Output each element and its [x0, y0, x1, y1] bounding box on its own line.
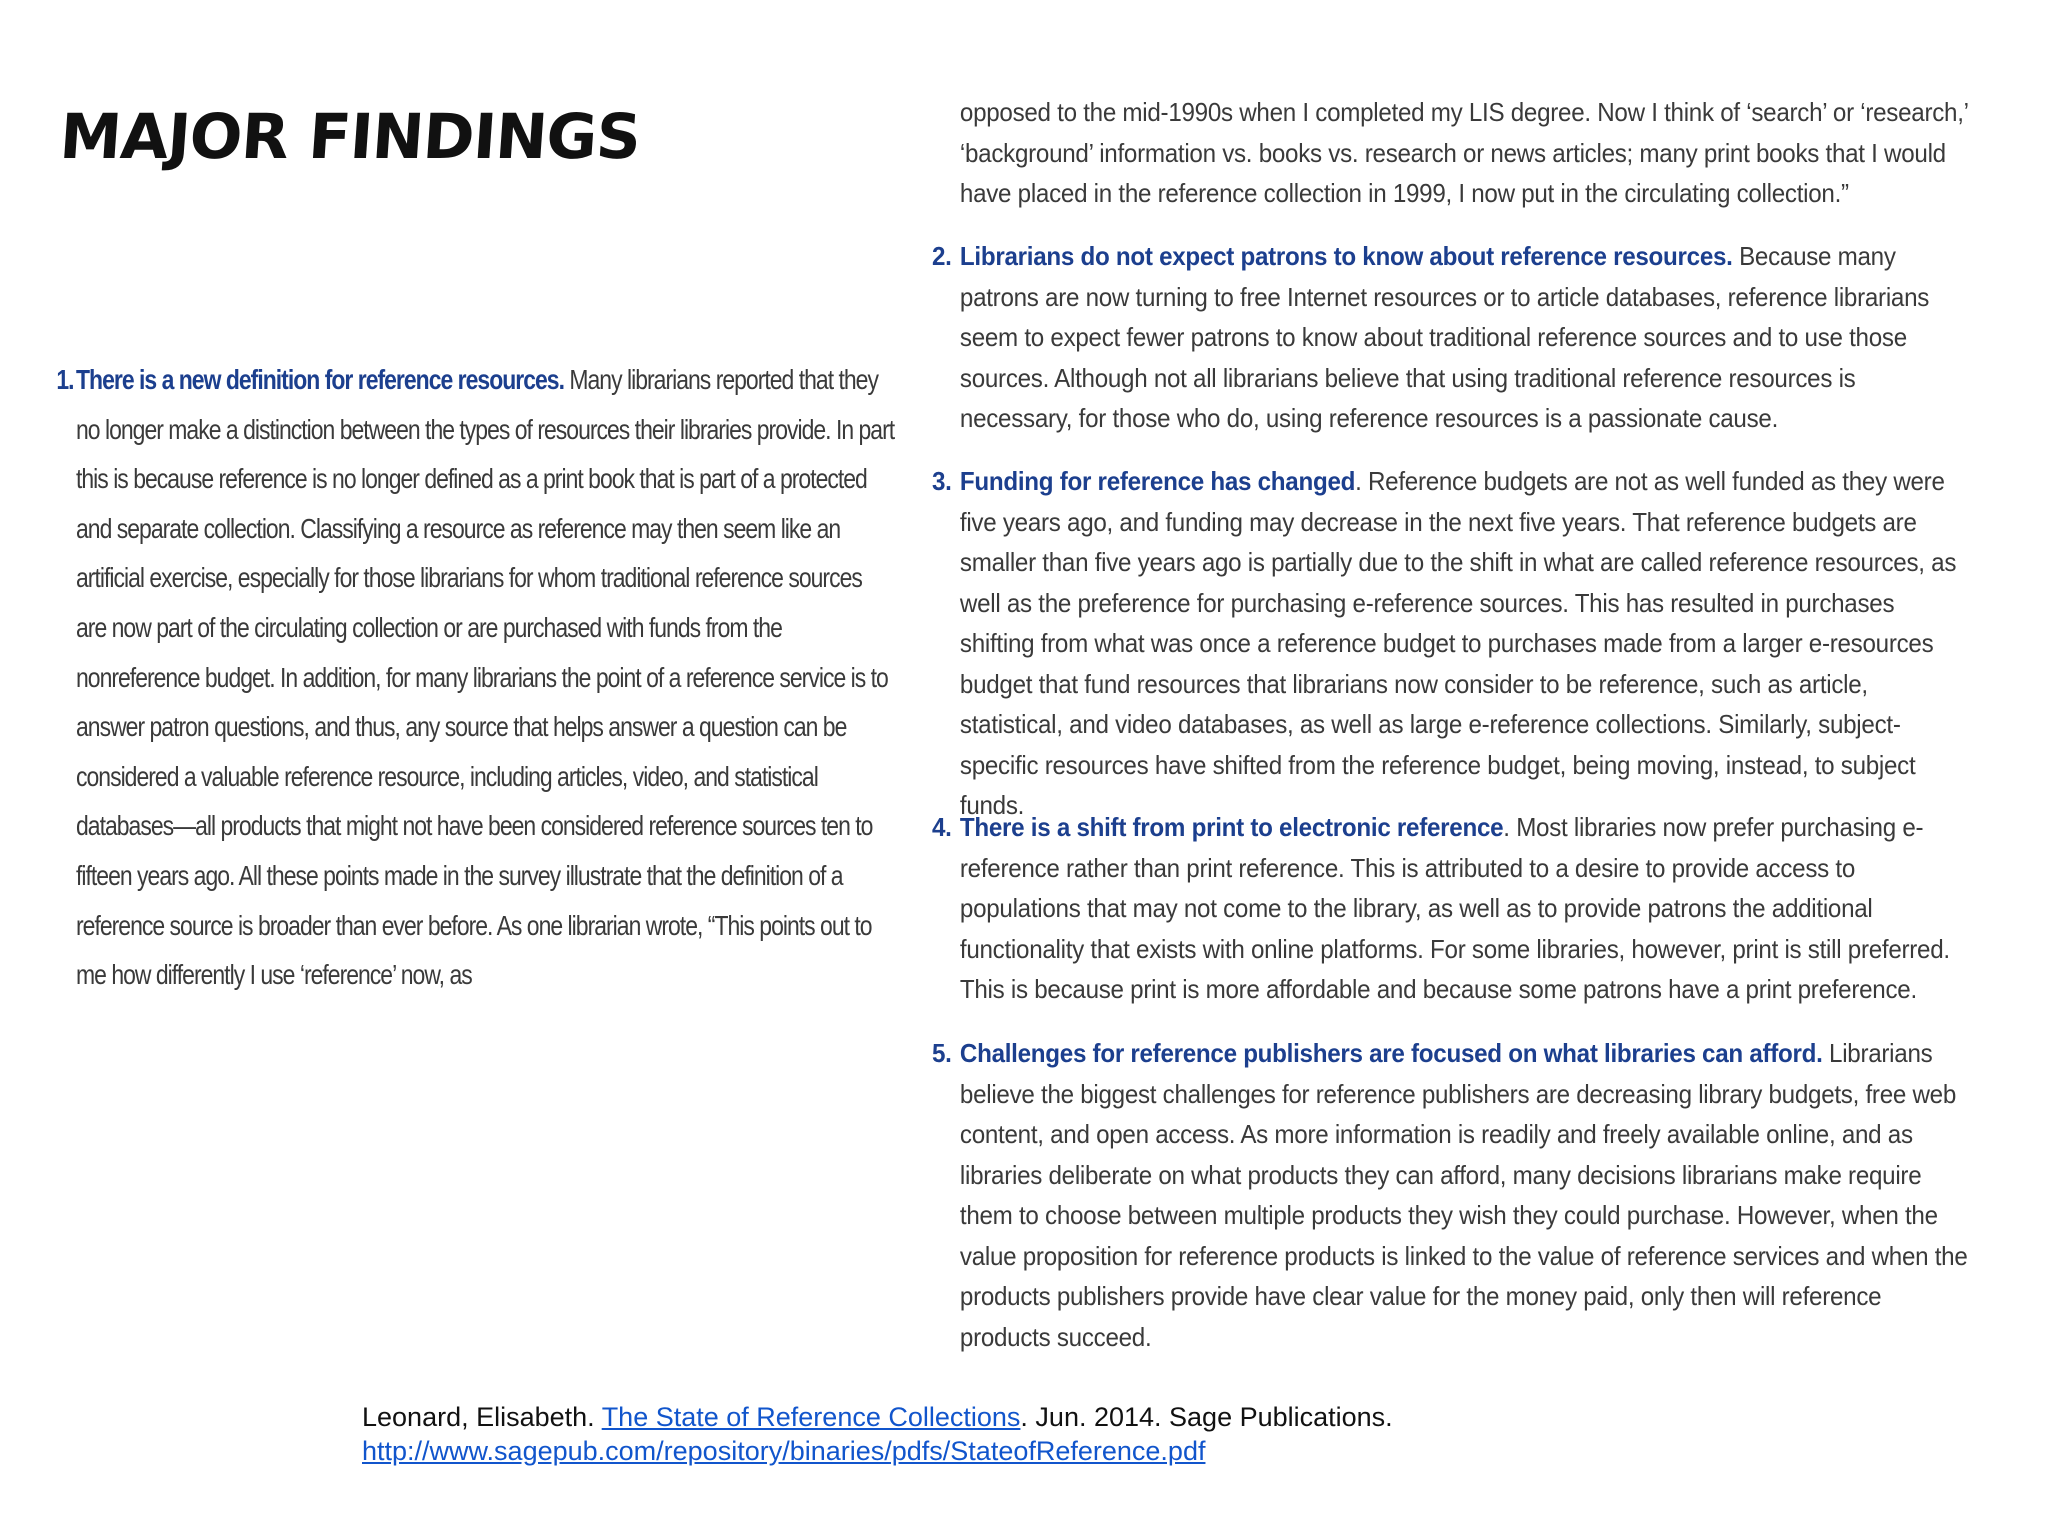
finding-3-heading: Funding for reference has changed	[959, 466, 1356, 496]
citation-title-link[interactable]: The State of Reference Collections	[601, 1402, 1021, 1432]
citation-line	[362, 1400, 1393, 1434]
finding-2-heading: Librarians do not expect patrons to know about reference resources.	[959, 241, 1733, 271]
finding-1-body: Many librarians reported that they no longer make a distinction between the types of resources their libraries provide. In part this is because reference is no longer defined as a print book that is part of a protected and separate collection. Classifying a resource as reference may then seem like an artificial exercise, especially for those librarians for whom traditional reference sources are now part of the circulating collection or are purchased with funds from the nonreference budget. In addition, for many librarians the point of a reference service is to answer patron questions, and thus, any source that helps answer a question can be considered a valuable reference resource, including articles, video, and statistical databases—all products that might not have been considered reference sources ten to fifteen years ago. All these points made in the survey illustrate that the definition of a reference source is broader than ever before. As one librarian wrote, “This points out to me how differently I use ‘reference’ now, as	[76, 364, 895, 991]
citation-url-link[interactable]: http://www.sagepub.com/repository/binaries/pdfs/StateofReference.pdf	[362, 1436, 1206, 1466]
finding-5-number: 5.	[932, 1038, 952, 1068]
finding-5-heading: Challenges for reference publishers are focused on what libraries can afford.	[959, 1038, 1823, 1068]
finding-3	[932, 461, 2012, 826]
finding-4	[932, 807, 2012, 1010]
finding-1-number: 1.	[56, 364, 74, 395]
finding-2-number: 2.	[932, 241, 952, 271]
finding-1-heading: There is a new definition for reference resources.	[76, 364, 564, 395]
slide-title: MAJOR FINDINGS	[57, 100, 643, 173]
finding-4-body: . Most libraries now prefer purchasing e-reference rather than print reference. This is attributed to a desire to provide access to populations that may not come to the library, as well as to provide patrons the additional functionality that exists with online platforms. For some libraries, however, print is still preferred. This is because print is more affordable and because some patrons have a print preference.	[959, 812, 1950, 1004]
finding-3-body: . Reference budgets are not as well funded as they were five years ago, and funding may decrease in the next five years. That reference budgets are smaller than five years ago is partially due to the shift in what are called reference resources, as well as the preference for purchasing e-reference sources. This has resulted in purchases shifting from what was once a reference budget to purchases made from a larger e-resources budget that fund resources that librarians now consider to be reference, such as article, statistical, and video databases, as well as large e-reference collections. Similarly, subject-specific resources have shifted from the reference budget, being moving, instead, to subject funds.	[959, 466, 1957, 820]
finding-4-number: 4.	[932, 812, 952, 842]
finding-1-continued-text: opposed to the mid-1990s when I completed my LIS degree. Now I think of ‘search’ or ‘research,’ ‘background’ information vs. books vs. research or news articles; many print books that I would have placed in the reference collection in 1999, I now put in the circulating collection.”	[959, 97, 1968, 208]
finding-1	[52, 355, 895, 1000]
finding-5-body: Librarians believe the biggest challenges for reference publishers are decreasing library budgets, free web content, and open access. As more information is readily and freely available online, and as libraries deliberate on what products they can afford, many decisions librarians make require them to choose between multiple products they wish they could purchase. However, when the value proposition for reference products is linked to the value of reference services and when the products publishers provide have clear value for the money paid, only then will reference products succeed.	[959, 1038, 1968, 1352]
citation	[362, 1400, 1393, 1468]
finding-1-text	[56, 355, 896, 1000]
citation-details: . Jun. 2014. Sage Publications.	[1020, 1402, 1393, 1432]
finding-5	[932, 1033, 2012, 1357]
finding-1-continued	[932, 92, 2012, 214]
finding-3-number: 3.	[932, 466, 952, 496]
finding-2	[932, 236, 2012, 439]
citation-author: Leonard, Elisabeth.	[362, 1402, 602, 1432]
finding-4-heading: There is a shift from print to electronic reference	[959, 812, 1504, 842]
finding-2-body: Because many patrons are now turning to free Internet resources or to article databases, reference librarians seem to expect fewer patrons to know about traditional reference sources and to use those sources. Although not all librarians believe that using traditional reference resources is necessary, for those who do, using reference resources is a passionate cause.	[959, 241, 1930, 433]
